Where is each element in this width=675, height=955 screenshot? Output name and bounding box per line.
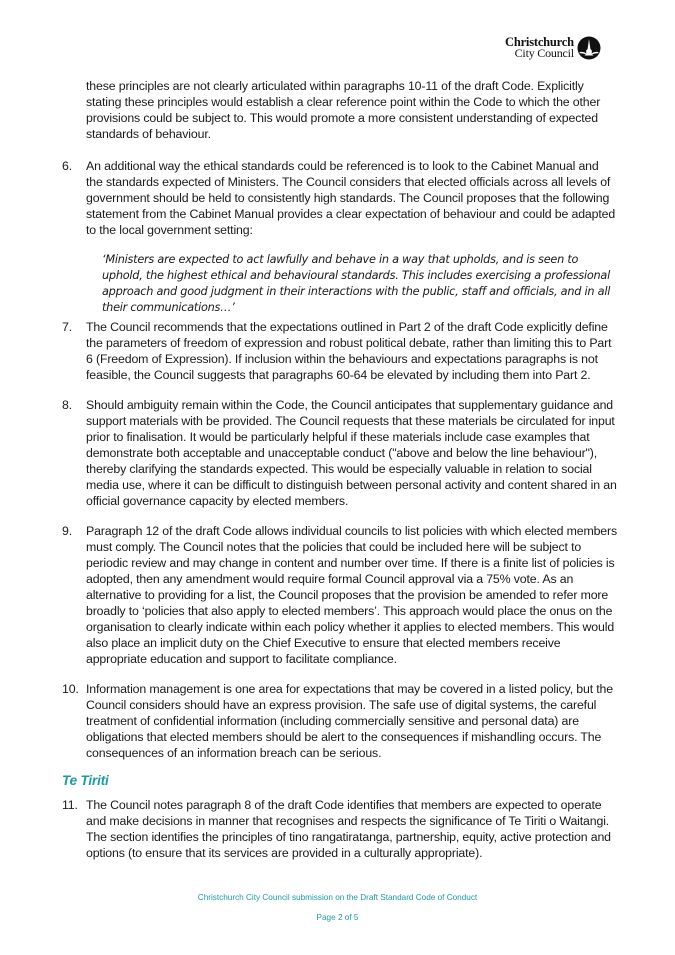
paragraph-text: The Council recommends that the expectations outlined in Part 2 of the draft Code explicitly define the parameters of freedom of expression and robust political debate, rather than limiting this to Part 6 (Freedom of Expression). If inclusion within the behaviours and expectations paragraphs is not feasible, the Council suggests that paragraphs 60-64 be elevated by including them into Part 2. (86, 320, 612, 382)
paragraph-text: Information management is one area for expectations that may be covered in a listed policy, but the Council considers should have an express provision. The safe use of digital systems, the careful treatment of confidential information (including commercially sensitive and personal data) are obligations that elected members should be alert to the consequences if mishandling occurs. The consequences of an information breach can be serious. (86, 682, 613, 760)
section-heading-te-tiriti: Te Tiriti (62, 773, 109, 788)
paragraph-continuation: these principles are not clearly articulated within paragraphs 10-11 of the draft Code. Explicitly stating these principles would establish a clear reference point within the Code to which the other provisions could be subject to. This would promote a more consistent understanding of expected standards of behaviour. (86, 79, 601, 141)
logo-wordmark (505, 37, 574, 59)
page-footer (0, 892, 675, 924)
paragraph-number: 11. (62, 798, 78, 812)
numbered-paragraph-9 (62, 523, 618, 667)
paragraph-text: The Council notes paragraph 8 of the draft Code identifies that members are expected to operate and make decisions in manner that recognises and respects the significance of Te Tiriti o Waitangi. The section identifies the principles of tino rangatiratanga, partnership, equity, active protection and options (to ensure that its services are provided in a culturally appropriate). (86, 798, 611, 860)
council-logo (505, 36, 601, 60)
paragraph-number: 10. (62, 682, 79, 696)
numbered-paragraph-6 (62, 158, 618, 238)
document-body (62, 78, 618, 861)
numbered-paragraph-11 (62, 797, 618, 861)
page-number: Page 2 of 5 (316, 913, 359, 922)
numbered-paragraph-7 (62, 319, 618, 383)
numbered-paragraph-8 (62, 397, 618, 509)
logo-line-1: Christchurch (505, 35, 574, 49)
paragraph-text: An additional way the ethical standards could be referenced is to look to the Cabinet Manual and the standards expected of Ministers. The Council considers that elected officials across all levels of government should be held to consistently high standards. The Council proposes that the following statement from the Cabinet Manual provides a clear expectation of behaviour and could be adapted to the local government setting: (86, 159, 616, 237)
paragraph-text: Paragraph 12 of the draft Code allows individual councils to list policies with which elected members must comply. The Council notes that the policies that could be included here will be subject to periodic review and may change in content and number over time. If there is a finite list of policies is adopted, then any amendment would require formal Council approval via a 75% vote. As an alternative to providing for a list, the Council proposes that the provision be amended to refer more broadly to ‘policies that also apply to elected members’. This approach would place the onus on the organisation to clearly indicate within each policy whether it applies to elected members. This would also place an implicit duty on the Chief Executive to ensure that elected members receive appropriate education and support to facilitate compliance. (86, 524, 617, 666)
logo-line-2: City Council (514, 46, 574, 60)
paragraph-number: 9. (62, 524, 72, 538)
paragraph-text: Should ambiguity remain within the Code, the Council anticipates that supplementary guidance and support materials with be provided. The Council requests that these materials be circulated for input prior to finalisation. It would be particularly helpful if these materials include case examples that demonstrate both acceptable and unacceptable conduct ("above and below the line behaviour"), thereby clarifying the standards expected. This would be especially valuable in relation to social media use, where it can be difficult to distinguish between personal activity and content shared in an official governance capacity by elected members. (86, 398, 617, 508)
paragraph-number: 6. (62, 159, 72, 173)
paragraph-number: 7. (62, 320, 72, 334)
cathedral-spire-icon (577, 36, 601, 60)
numbered-paragraph-10 (62, 681, 618, 761)
cabinet-manual-quote: ‘Ministers are expected to act lawfully and behave in a way that upholds, and is seen to uphold, the highest ethical and behavioural standards. This includes exercising a professional approach and good judgment in their interactions with the public, staff and officials, and in all their communications…’ (102, 253, 611, 314)
footer-title: Christchurch City Council submission on the Draft Standard Code of Conduct (197, 893, 478, 902)
paragraph-number: 8. (62, 398, 72, 412)
